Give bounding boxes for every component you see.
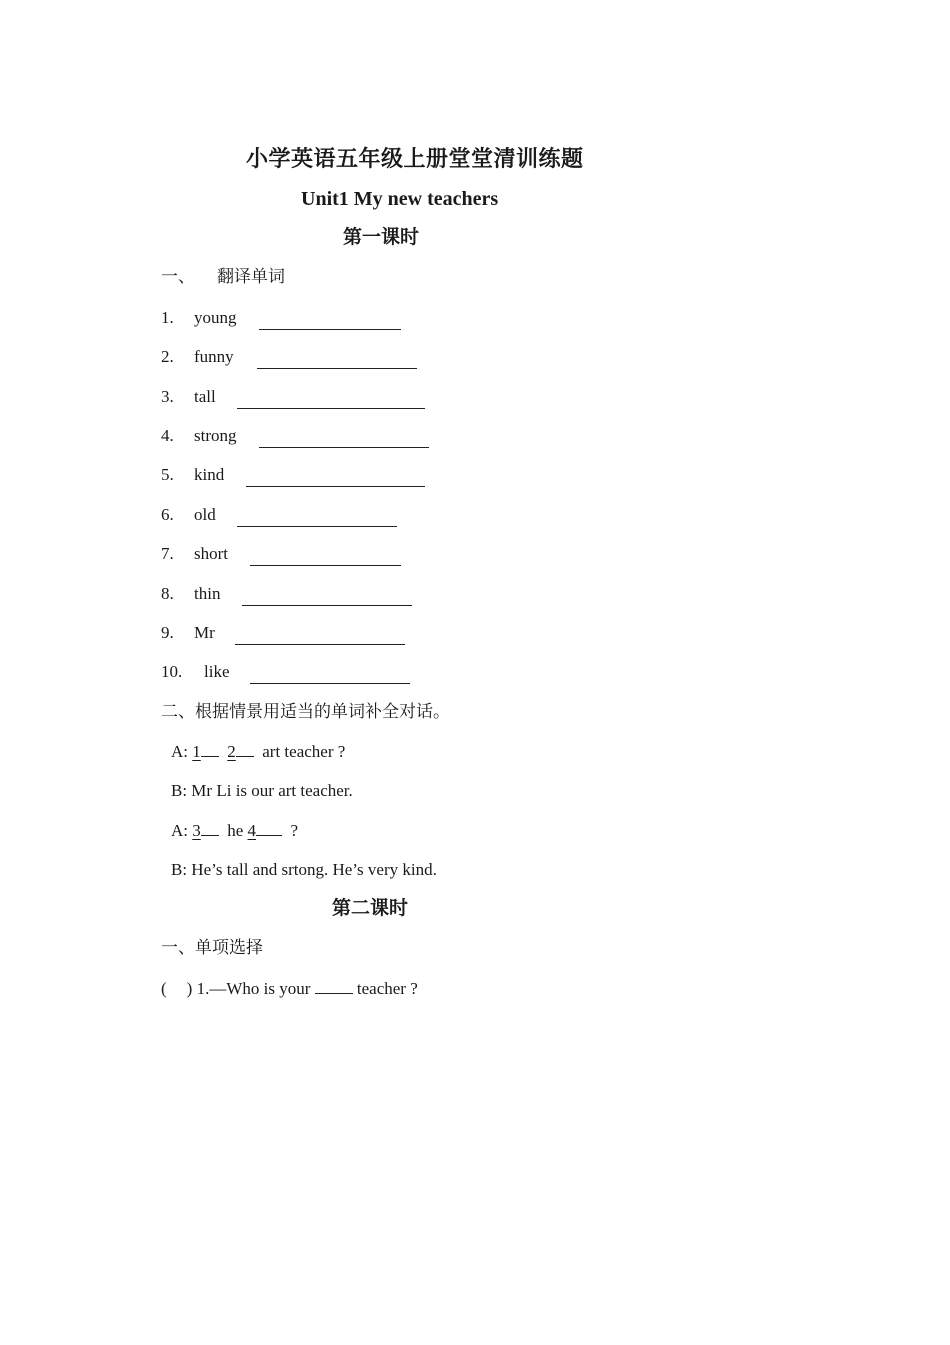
answer-blank[interactable]: [250, 683, 410, 684]
item-word: old: [194, 505, 216, 524]
answer-blank[interactable]: [236, 742, 254, 757]
answer-blank[interactable]: [257, 368, 417, 369]
answer-blank[interactable]: [315, 979, 353, 994]
answer-blank[interactable]: [259, 447, 429, 448]
item-number: 2.: [161, 347, 174, 366]
dialogue-line-b1: B: Mr Li is our art teacher.: [171, 781, 353, 800]
answer-blank[interactable]: [237, 408, 425, 409]
answer-blank[interactable]: [259, 329, 401, 330]
line-text: art teacher ?: [262, 742, 346, 761]
worksheet-title: 小学英语五年级上册堂堂清训练题: [246, 146, 584, 171]
item-word: tall: [194, 387, 216, 406]
unit-title: Unit1 My new teachers: [301, 188, 499, 210]
item-number: 5.: [161, 465, 174, 484]
item-word: short: [194, 544, 228, 563]
lesson2-heading: 第二课时: [332, 898, 409, 919]
answer-blank[interactable]: [201, 821, 219, 836]
lesson2-section-heading: 一、单项选择: [161, 938, 263, 957]
item-word: thin: [194, 584, 221, 603]
answer-blank[interactable]: [246, 486, 425, 487]
blank-number: 1: [192, 742, 201, 761]
line-text: he: [227, 821, 244, 840]
part1-heading-num: 一、: [161, 267, 195, 286]
item-word: kind: [194, 465, 225, 484]
speaker-a: A:: [171, 821, 188, 840]
answer-paren-close: ): [186, 979, 193, 998]
item-number: 3.: [161, 387, 174, 406]
blank-number: 4: [247, 821, 257, 840]
answer-blank[interactable]: [201, 742, 219, 757]
item-number: 9.: [161, 623, 174, 642]
answer-blank[interactable]: [235, 644, 405, 645]
blank-number: 2: [227, 742, 236, 761]
dialogue-line-a1: [171, 742, 345, 760]
item-number: 1.: [161, 308, 174, 327]
question-suffix: teacher ?: [356, 979, 418, 998]
item-word: strong: [194, 426, 237, 445]
answer-blank[interactable]: [237, 526, 397, 527]
dialogue-line-a2: [171, 821, 298, 839]
item-number: 7.: [161, 544, 174, 563]
answer-paren-open: (: [161, 979, 167, 998]
blank-number: 3: [192, 821, 201, 840]
lesson1-heading: 第一课时: [343, 227, 420, 248]
item-word: like: [204, 662, 230, 681]
part1-heading: [161, 268, 285, 285]
part2-heading: 二、根据情景用适当的单词补全对话。: [161, 702, 450, 721]
question-text: 1.—Who is your: [196, 979, 311, 998]
answer-blank[interactable]: [242, 605, 412, 606]
answer-blank[interactable]: [256, 821, 282, 836]
dialogue-line-b2: B: He’s tall and srtong. He’s very kind.: [171, 860, 437, 879]
item-word: Mr: [194, 623, 215, 642]
part1-heading-text: 翻译单词: [217, 267, 285, 286]
speaker-a: A:: [171, 742, 188, 761]
item-number: 4.: [161, 426, 174, 445]
line-text: ?: [290, 821, 299, 840]
item-word: funny: [194, 347, 234, 366]
item-word: young: [194, 308, 237, 327]
item-number: 6.: [161, 505, 174, 524]
answer-blank[interactable]: [250, 565, 401, 566]
item-number: 10.: [161, 662, 183, 681]
item-number: 8.: [161, 584, 174, 603]
choice-question-1: [161, 979, 418, 997]
